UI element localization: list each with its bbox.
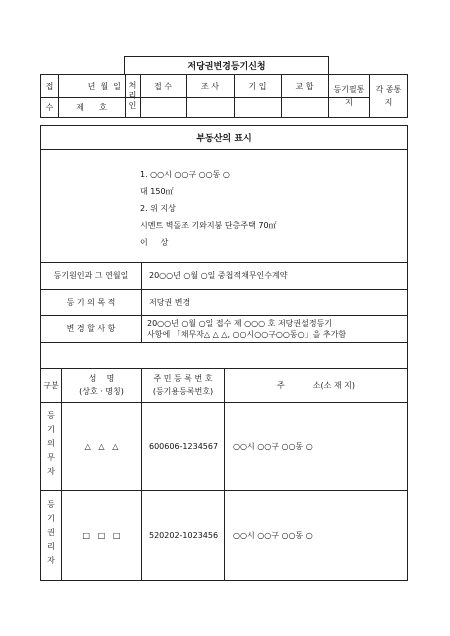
- col-division: 구분: [41, 368, 62, 402]
- changes-line-2: 사항에 「채무자△ △ △, ○○시○○구○○동○」을 추가함: [147, 330, 347, 339]
- changes-value: [147, 318, 405, 340]
- property-line-3: 2. 위 지상: [140, 204, 176, 213]
- party-row-1-reg: 600606-1234567: [142, 402, 225, 490]
- cause-label: 등기원인과 그 연월일: [41, 262, 142, 289]
- property-line-2: 대 150㎡: [140, 187, 174, 196]
- party-row-2-division: [41, 490, 62, 580]
- property-description: [140, 166, 400, 251]
- col-name-line-1: 성 명: [88, 374, 115, 383]
- changes-line-1: 20○○년 ○월 ○일 접수 제 ○○○ 호 저당권설정등기: [147, 319, 333, 328]
- receipt-col-3: 기 입: [248, 81, 267, 91]
- changes-label: 변 경 할 사 항: [41, 315, 142, 342]
- cause-value: 20○○년 ○월 ○일 중첩적채무인수계약: [149, 271, 288, 280]
- col-address: 주 소(소 재 지): [277, 380, 355, 390]
- receipt-col-2: 조 사: [201, 81, 219, 91]
- property-heading: 부동산의 표시: [41, 126, 407, 150]
- party-row-2-reg: 520202-1023456: [142, 490, 225, 580]
- purpose-label: 등 기 의 목 적: [41, 289, 142, 315]
- party-row-2-address: ○○시 ○○구 ○○동 ○: [233, 530, 313, 540]
- main-form: [40, 125, 408, 581]
- party-row-2-division-text: 등기권리자: [46, 500, 56, 570]
- party-row-1-address: ○○시 ○○구 ○○동 ○: [233, 441, 313, 451]
- col-reg-line-1: 주 민 등 록 번 호: [153, 374, 213, 383]
- party-row-1-name: △ △ △: [62, 402, 142, 490]
- receipt-su: 수: [45, 102, 54, 112]
- receipt-notice-1: 등기필통 지: [333, 85, 365, 107]
- receipt-number: 제 호: [76, 102, 107, 112]
- receipt-table: [40, 74, 408, 118]
- col-reg-line-2: (등기용등록번호): [152, 387, 214, 396]
- col-name-line-2: (상호 · 명칭): [79, 387, 124, 396]
- receipt-notice-2: 각 종통 지: [375, 85, 402, 107]
- form-title: 저당권변경등기신청: [124, 56, 329, 75]
- property-line-4: 시멘트 벽돌조 기와지붕 단층주택 70㎡: [140, 221, 277, 230]
- col-reg: [142, 368, 225, 402]
- property-line-5: 이 상: [140, 238, 169, 247]
- party-row-2-name: □ □ □: [62, 490, 142, 580]
- receipt-col-1: 접 수: [154, 81, 172, 91]
- receipt-cheori: 처리인: [128, 81, 137, 111]
- receipt-date: 년 월 일: [87, 81, 121, 91]
- party-row-1-division-text: 등기의무자: [46, 411, 56, 481]
- col-name: [62, 368, 142, 402]
- receipt-col-4: 교 합: [295, 81, 314, 91]
- property-line-1: 1. ○○시 ○○구 ○○동 ○: [140, 170, 230, 179]
- party-row-1-division: [41, 402, 62, 490]
- purpose-value: 저당권 변경: [149, 297, 191, 307]
- receipt-jeop: 접: [45, 81, 54, 91]
